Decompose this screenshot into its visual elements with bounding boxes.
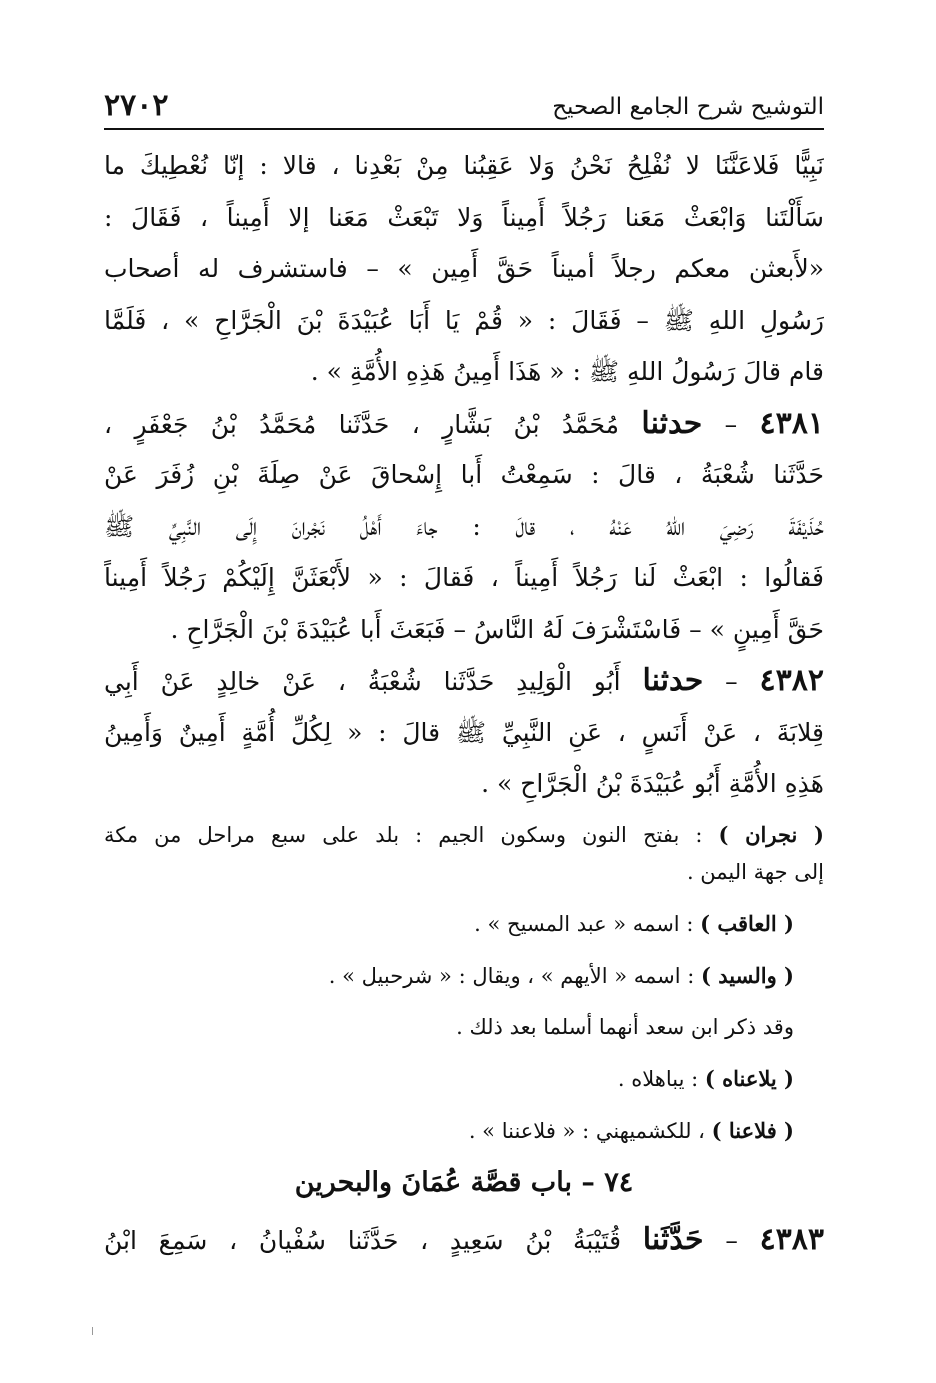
chapter-heading: ٧٤ – باب قصَّة عُمَانَ والبحرين — [294, 1166, 634, 1198]
note-text: ، للكشميهني : « فلاعننا » . — [468, 1118, 705, 1143]
hadith-text: قُتَيْبَةُ بْنُ سَعِيدٍ ، حَدَّثَنا سُفْيانُ ، سَمِعَ ابْنُ — [104, 1225, 622, 1255]
commentary-notes — [104, 816, 824, 1150]
text-line: رَسُولِ اللهِ ﷺ – فَقَالَ : « قُمْ يَا أَبَا عُبَيْدَةَ بْنَ الْجَرَّاحِ » ، فَلَمَّا — [104, 305, 824, 335]
note-najran-continued: إلى جهة اليمن . — [686, 859, 824, 884]
note-text: : بفتح النون وسكون الجيم : بلد على سبع مراحل من مكة — [104, 822, 703, 847]
note-term: ( والسيد ) — [701, 962, 794, 988]
text-line: حَقَّ أَمِينٍ » – فَاسْتَشْرَفَ لَهُ النَّاسُ – فَبَعَثَ أَبا عُبَيْدَةَ بْنَ الْجَرَّاحِ . — [170, 614, 824, 644]
text-line: حَدَّثَنا شُعْبَةُ ، قالَ : سَمِعْتُ أَبا إِسْحاقَ عَنْ صِلَةَ بْنِ زُفَرَ عَنْ — [104, 460, 824, 489]
note-aqib — [104, 905, 824, 943]
text-line: «لأَبعثن معكم رجلاً أميناً حَقَّ أَمِين » – فاستشرف له أصحاب — [104, 254, 824, 283]
scan-mark — [92, 1327, 93, 1335]
hadith-4382 — [104, 655, 824, 810]
hadith-number: ٤٣٨٣ — [759, 1221, 824, 1257]
hadith-number: ٤٣٨١ — [759, 405, 824, 441]
text-line: هَذِهِ الأُمَّةِ أَبُو عُبَيْدَةَ بْنُ الْجَرَّاحِ » . — [481, 769, 824, 798]
hadith-opening: حدثنا — [641, 405, 703, 441]
note-term: ( العاقب ) — [700, 910, 794, 936]
page-number: ٢٧٠٢ — [104, 88, 169, 123]
page-content — [104, 140, 824, 1265]
hadith-opening: حَدَّثَنا — [642, 1221, 704, 1257]
note-term: ( يلاعناه ) — [704, 1065, 794, 1091]
note-yulaenah — [104, 1060, 824, 1098]
note-term: ( نجران ) — [718, 821, 824, 847]
continued-hadith-text — [104, 140, 824, 398]
note-text: : يباهلاه . — [617, 1066, 699, 1091]
book-title: التوشيح شرح الجامع الصحيح — [552, 94, 824, 120]
hadith-4383 — [104, 1214, 824, 1266]
note-falaenna — [104, 1112, 824, 1150]
hadith-text: أَبُو الْوَلِيدِ حَدَّثَنا شُعْبَةُ ، عَنْ خالِدٍ عَنْ أَبِي — [104, 667, 621, 696]
note-sayyid — [104, 957, 824, 995]
note-text: : اسمه « عبد المسيح » . — [474, 911, 694, 936]
note-text: : اسمه « الأيهم » ، ويقال : « شرحبيل » . — [328, 963, 695, 988]
hadith-text: مُحَمَّدُ بْنُ بَشَّارٍ ، حَدَّثَنا مُحَمَّدُ بْنُ جَعْفَرٍ ، — [104, 409, 620, 439]
note-term: ( فلاعنا ) — [711, 1117, 794, 1143]
text-line: نَبِيًّا فَلاعَنَّنَا لا نُفْلِحُ نَحْنُ وَلا عَقِبُنا مِنْ بَعْدِنا ، قالا : إنّا نُعْطِيكَ ما — [104, 151, 824, 180]
hadith-number: ٤٣٨٢ — [759, 663, 824, 698]
text-line: سَأَلْتَنا وَابْعَثْ مَعَنا رَجُلاً أَمِيناً وَلا تَبْعَثْ مَعَنا إلا أَمِيناً ، فَقَالَ : — [104, 202, 824, 232]
note-ibn-saad: وقد ذكر ابن سعد أنهما أسلما بعد ذلك . — [456, 1014, 794, 1039]
text-line: فَقالُوا : ابْعَثْ لَنا رَجُلاً أَمِيناً ، فَقالَ : « لأَبْعَثَنَّ إِلَيْكُمْ رَجُلاً أَمِيناً — [104, 563, 824, 592]
text-line: حُذَيْفَةَ رَضِيَ اللهُ عَنْهُ ، قالَ : جاءَ أَهْلُ نَجْرانَ إِلَى النَّبِيِّ ﷺ — [104, 511, 824, 541]
hadith-first-line: ٤٣٨١ – حدثنا مُحَمَّدُ بْنُ بَشَّارٍ ، حَدَّثَنا مُحَمَّدُ بْنُ جَعْفَرٍ ، — [104, 405, 824, 441]
note-najran — [104, 816, 824, 854]
text-line: قِلابَةَ ، عَنْ أَنَسٍ ، عَنِ النَّبِيِّ ﷺ قالَ : « لِكُلِّ أُمَّةٍ أَمِينٌ وَأَمِينُ — [104, 717, 824, 747]
hadith-first-line: ٤٣٨٢ – حدثنا أَبُو الْوَلِيدِ حَدَّثَنا شُعْبَةُ ، عَنْ خالِدٍ عَنْ أَبِي — [104, 663, 824, 698]
hadith-opening: حدثنا — [642, 663, 704, 698]
running-header — [104, 88, 824, 130]
hadith-4381 — [104, 398, 824, 656]
hadith-first-line: ٤٣٨٣ – حَدَّثَنا قُتَيْبَةُ بْنُ سَعِيدٍ ، حَدَّثَنا سُفْيانُ ، سَمِعَ ابْنُ — [104, 1221, 824, 1257]
text-line: قام قالَ رَسُولُ اللهِ ﷺ : « هَذَا أَمِينُ هَذِهِ الأُمَّةِ » . — [310, 357, 824, 386]
